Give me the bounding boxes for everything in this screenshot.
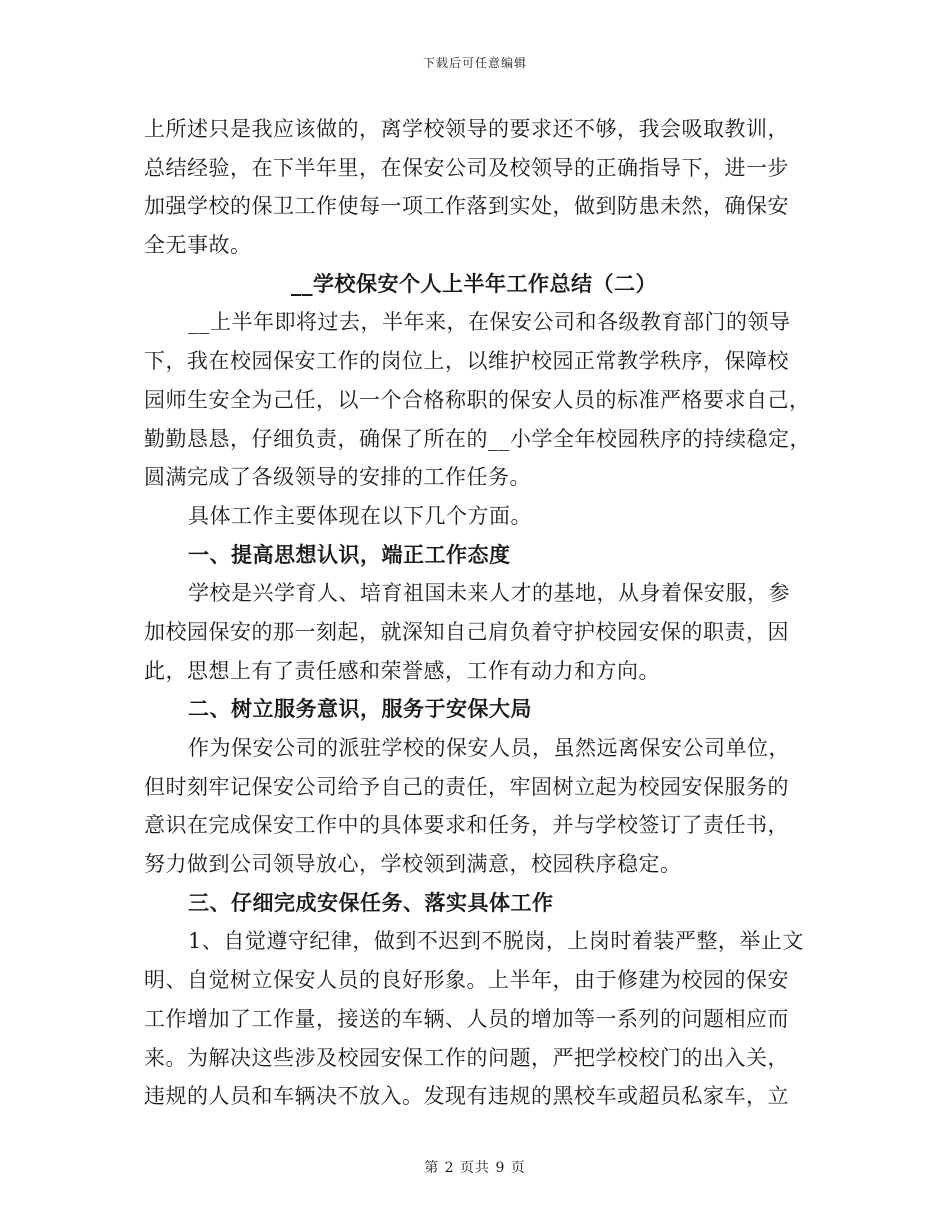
paragraph-line: 明、自觉树立保安人员的良好形象。上半年，由于修建为校园的保安 — [144, 968, 789, 993]
subsection-heading: 三、仔细完成安保任务、落实具体工作 — [188, 889, 554, 915]
subsection-heading: 二、树立服务意识，服务于安保大局 — [188, 696, 532, 722]
paragraph-line: 总结经验，在下半年里，在保安公司及校领导的正确指导下，进一步 — [144, 155, 789, 180]
subsection-heading: 一、提高思想认识，端正工作态度 — [188, 541, 511, 567]
page-footer: 第 2 页共 9 页 — [424, 1160, 526, 1176]
paragraph-line: 全无事故。 — [144, 233, 252, 258]
paragraph-line: 圆满完成了各级领导的安排的工作任务。 — [144, 465, 531, 490]
paragraph-line: 作为保安公司的派驻学校的保安人员，虽然远离保安公司单位， — [188, 736, 790, 760]
paragraph-line: 上所述只是我应该做的，离学校领导的要求还不够，我会吸取教训， — [144, 117, 789, 141]
paragraph-line: 努力做到公司领导放心，学校领到满意，校园秩序稳定。 — [144, 852, 682, 877]
paragraph-line: 加强学校的保卫工作使每一项工作落到实处，做到防患未然，确保安 — [144, 194, 789, 219]
paragraph-line: 学校是兴学育人、培育祖国未来人才的基地，从身着保安服，参 — [188, 581, 790, 606]
paragraph-line: 意识在完成保安工作中的具体要求和任务，并与学校签订了责任书， — [144, 813, 789, 838]
paragraph-line: 加校园保安的那一刻起，就深知自己肩负着守护校园安保的职责，因 — [144, 619, 789, 644]
paragraph-line: 园师生安全为己任，以一个合格称职的保安人员的标准严格要求自己， — [144, 387, 811, 412]
page-header: 下载后可任意编辑 — [422, 56, 527, 70]
paragraph-line: __上半年即将过去，半年来，在保安公司和各级教育部门的领导 — [188, 310, 791, 335]
paragraph-line: 工作增加了工作量，接送的车辆、人员的增加等一系列的问题相应而 — [144, 1006, 789, 1031]
paragraph-line: 违规的人员和车辆决不放入。发现有违规的黑校车或超员私家车，立 — [144, 1084, 789, 1109]
paragraph-line: 但时刻牢记保安公司给予自己的责任，牢固树立起为校园安保服务的 — [144, 774, 789, 799]
paragraph-line: 来。为解决这些涉及校园安保工作的问题，严把学校校门的出入关， — [144, 1045, 789, 1070]
paragraph-line: 具体工作主要体现在以下几个方面。 — [188, 503, 532, 528]
document-body — [144, 110, 811, 1116]
paragraph-line: 勤勤恳恳，仔细负责，确保了所在的__小学全年校园秩序的持续稳定， — [144, 426, 811, 451]
paragraph-line: 1、自觉遵守纪律，做到不迟到不脱岗，上岗时着装严整，举止文 — [188, 929, 804, 954]
paragraph-line: 下，我在校园保安工作的岗位上，以维护校园正常教学秩序，保障校 — [144, 349, 789, 374]
section-title: __学校保安个人上半年工作总结（二） — [291, 270, 657, 296]
paragraph-line: 此，思想上有了责任感和荣誉感，工作有动力和方向。 — [144, 658, 660, 683]
